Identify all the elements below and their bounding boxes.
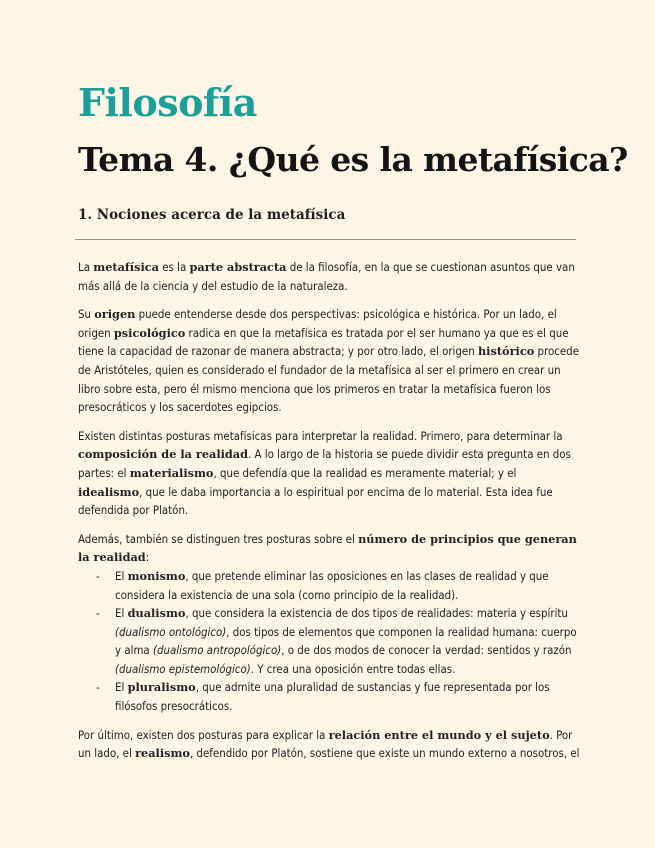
text-run: , que le daba importancia a lo espiritual por encima de lo material. Esta idea fue defendida por Platón. <box>78 484 553 518</box>
italic-term: (dualismo ontológico) <box>115 624 227 639</box>
bold-term: metafísica <box>93 260 159 274</box>
italic-term: (dualismo epistemológico) <box>115 661 251 676</box>
list-dash: - <box>96 606 100 621</box>
text-run: . Por un lado, el <box>78 727 573 761</box>
bold-term: origen <box>94 307 136 322</box>
bold-term: materialismo <box>129 465 214 480</box>
text-run: El <box>115 680 128 695</box>
principles-list <box>78 567 583 716</box>
bold-term: realismo <box>135 746 190 761</box>
italic-term: (dualismo antropológico) <box>152 643 282 658</box>
bold-term: relación entre el mundo y el sujeto <box>328 727 550 742</box>
bold-term: parte abstracta <box>189 260 287 274</box>
text-run: es la <box>158 260 190 274</box>
text-run: , que considera la existencia de dos tipos de realidades: materia y espíritu <box>185 606 568 621</box>
text-run: : <box>145 550 150 565</box>
subject-heading: Filosofía <box>78 80 257 125</box>
body-text <box>78 258 583 773</box>
section-heading: 1. Nociones acerca de la metafísica <box>78 207 346 223</box>
text-run: radica en que la metafísica es tratada por el ser humano ya que es el que tiene la capacidad de razonar de manera abstracta; y por otro lado, el origen <box>78 325 569 359</box>
text-run: Por último, existen dos posturas para explicar la <box>78 727 329 742</box>
paragraph-definition <box>78 258 583 295</box>
text-run: de la filosofía, en la que se cuestionan asuntos que van más allá de la ciencia y del estudio de la naturaleza. <box>78 260 575 293</box>
text-run: Además, también se distinguen tres posturas sobre el <box>78 531 359 546</box>
paragraph-principles <box>78 530 583 567</box>
paragraph-composition <box>78 427 583 520</box>
bold-term: composición de la realidad <box>78 447 249 462</box>
bold-term: dualismo <box>127 606 186 621</box>
text-run: . A lo largo de la historia se puede dividir esta pregunta en dos partes: el <box>78 447 571 480</box>
list-dash: - <box>96 568 100 583</box>
text-run: , que defendía que la realidad es meramente material; y el <box>213 465 517 480</box>
bold-term: idealismo <box>78 484 140 499</box>
text-run: puede entenderse desde dos perspectivas: psicológica e histórica. Por un lado, el origen <box>78 307 557 340</box>
text-run: . Y crea una oposición entre todas ellas. <box>250 661 456 676</box>
bold-term: número de principios que generan la realidad <box>78 531 577 565</box>
bold-term: pluralismo <box>127 680 196 695</box>
text-run: El <box>115 568 128 583</box>
text-run: Existen distintas posturas metafísicas para interpretar la realidad. Primero, para determinar la <box>78 428 563 443</box>
text-run: procede de Aristóteles, quien es considerado el fundador de la metafísica al ser el primero en crear un libro sobre esta, pero él mismo menciona que los primeros en tratar la metafísica fueron los presocráticos y los sacerdotes egipcios. <box>78 344 579 415</box>
text-run: , defendido por Platón, sostiene que existe un mundo externo a nosotros, el <box>189 746 580 761</box>
text-run: , dos tipos de elementos que componen la realidad humana: cuerpo y alma <box>115 624 577 658</box>
paragraph-relation <box>78 726 583 763</box>
bold-term: psicológico <box>113 325 186 340</box>
text-run: Su <box>78 307 95 322</box>
text-run: , o de dos modos de conocer la verdad: sentidos y razón <box>281 643 572 658</box>
bold-term: histórico <box>477 344 535 359</box>
paragraph-origin <box>78 305 583 417</box>
list-dash: - <box>96 680 100 695</box>
list-item-monismo <box>78 567 583 604</box>
list-item-dualismo <box>78 604 583 678</box>
list-item-pluralismo <box>78 678 583 715</box>
text-run: La <box>78 260 94 274</box>
text-run: , que admite una pluralidad de sustancias y fue representada por los filósofos presocráticos. <box>115 680 550 714</box>
divider <box>75 239 576 240</box>
bold-term: monismo <box>127 568 186 583</box>
text-run: , que pretende eliminar las oposiciones en las clases de realidad y que considera la existencia de una sola (como principio de la realidad). <box>115 568 549 602</box>
text-run: El <box>115 606 128 621</box>
page-title: Tema 4. ¿Qué es la metafísica? <box>78 140 628 179</box>
